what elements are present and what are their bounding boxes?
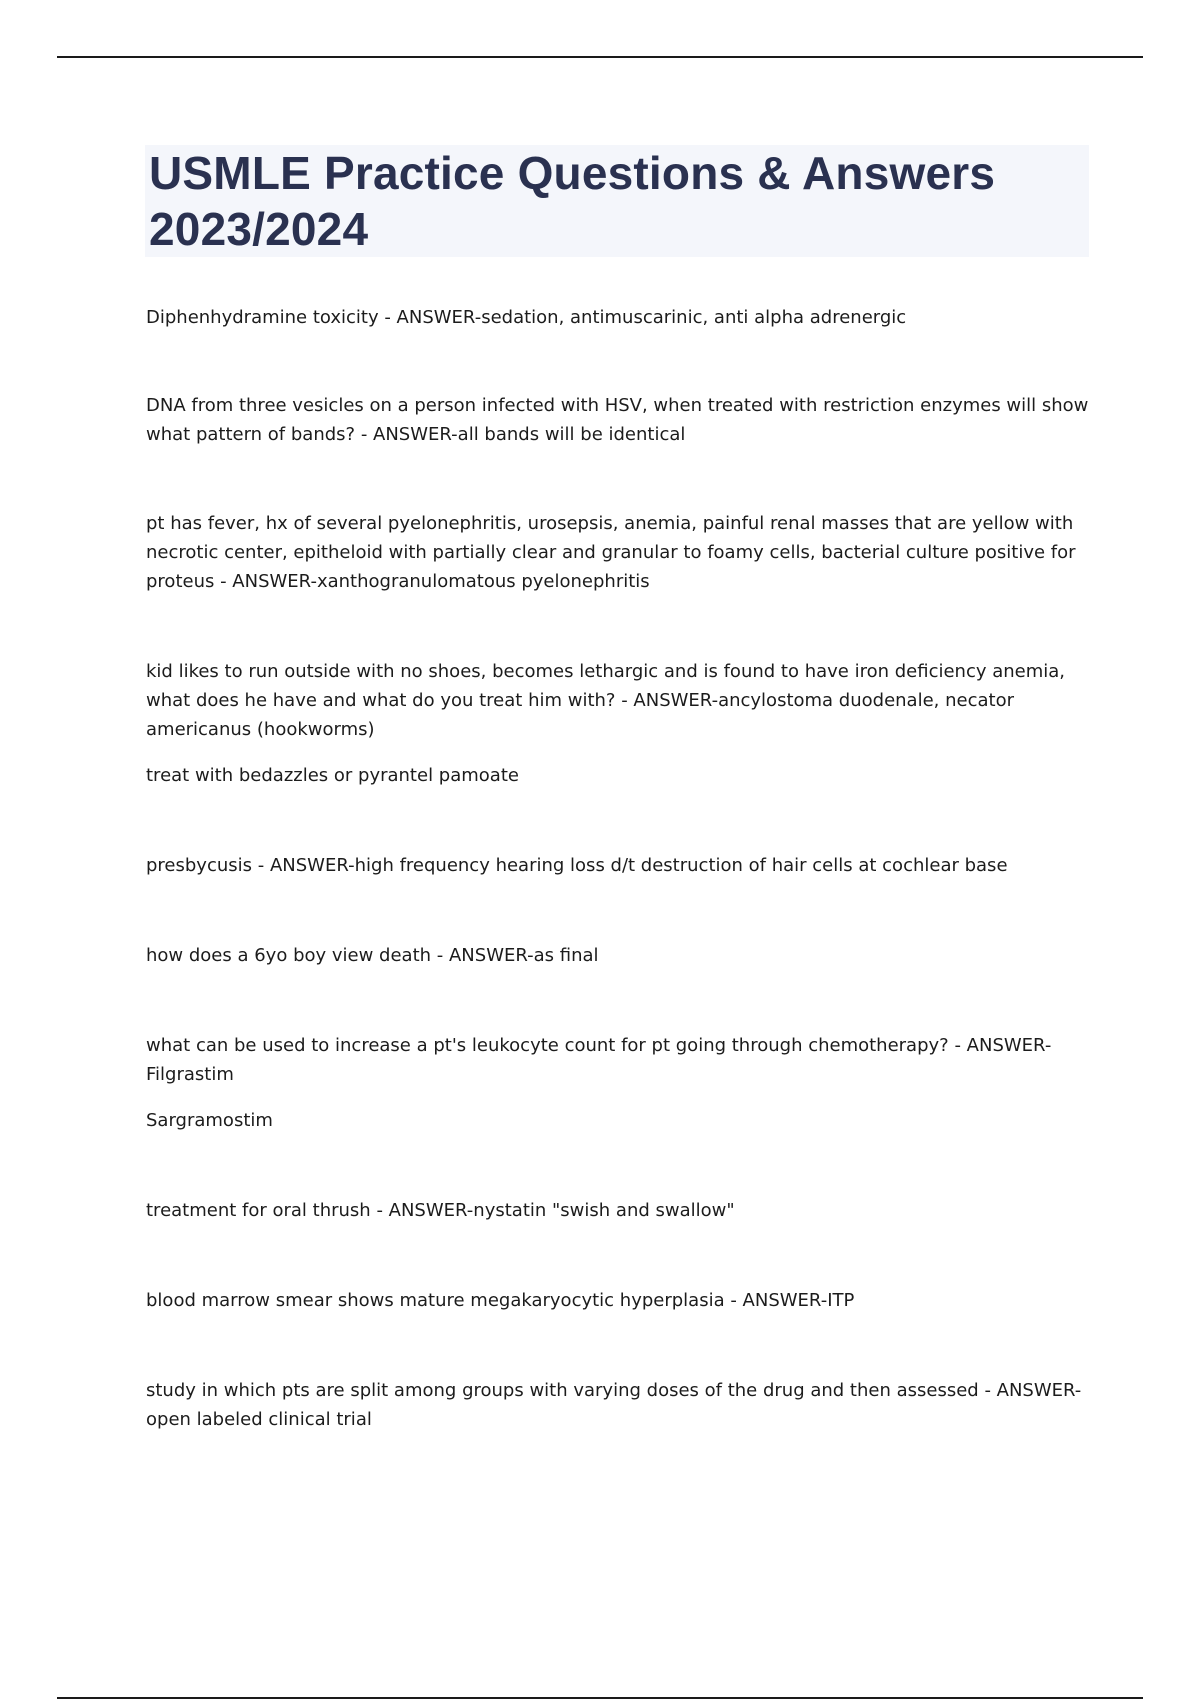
- qa-item: DNA from three vesicles on a person infected with HSV, when treated with restriction enzymes will show what pattern of bands? - ANSWER-all bands will be identical: [146, 395, 1089, 445]
- qa-item: treatment for oral thrush - ANSWER-nystatin "swish and swallow": [146, 1200, 735, 1221]
- top-divider: [57, 56, 1143, 58]
- qa-item: blood marrow smear shows mature megakaryocytic hyperplasia - ANSWER-ITP: [146, 1290, 855, 1311]
- qa-item: what can be used to increase a pt's leukocyte count for pt going through chemotherapy? - ANSWER-Filgrastim: [146, 1035, 1052, 1085]
- qa-item: pt has fever, hx of several pyelonephritis, urosepsis, anemia, painful renal masses that are yellow with necrotic center, epitheloid with partially clear and granular to foamy cells, bacterial culture positive for proteus - ANSWER-xanthogranulomatous pyelonephritis: [146, 513, 1076, 592]
- qa-list: [146, 303, 1091, 1434]
- qa-item: kid likes to run outside with no shoes, becomes lethargic and is found to have iron deficiency anemia, what does he have and what do you treat him with? - ANSWER-ancylostoma duodenale, necator americanus (hookworms): [146, 661, 1066, 740]
- qa-item-continuation: Sargramostim: [146, 1110, 273, 1131]
- qa-item: study in which pts are split among groups with varying doses of the drug and then assessed - ANSWER-open labeled clinical trial: [146, 1380, 1082, 1430]
- title-band: [145, 145, 1089, 257]
- document-title: USMLE Practice Questions & Answers 2023/2024: [149, 147, 996, 255]
- qa-item: Diphenhydramine toxicity - ANSWER-sedation, antimuscarinic, anti alpha adrenergic: [146, 307, 907, 328]
- bottom-divider: [57, 1697, 1143, 1699]
- qa-item: how does a 6yo boy view death - ANSWER-as final: [146, 945, 599, 966]
- qa-item: presbycusis - ANSWER-high frequency hearing loss d/t destruction of hair cells at cochlear base: [146, 855, 1008, 876]
- qa-item-continuation: treat with bedazzles or pyrantel pamoate: [146, 765, 519, 786]
